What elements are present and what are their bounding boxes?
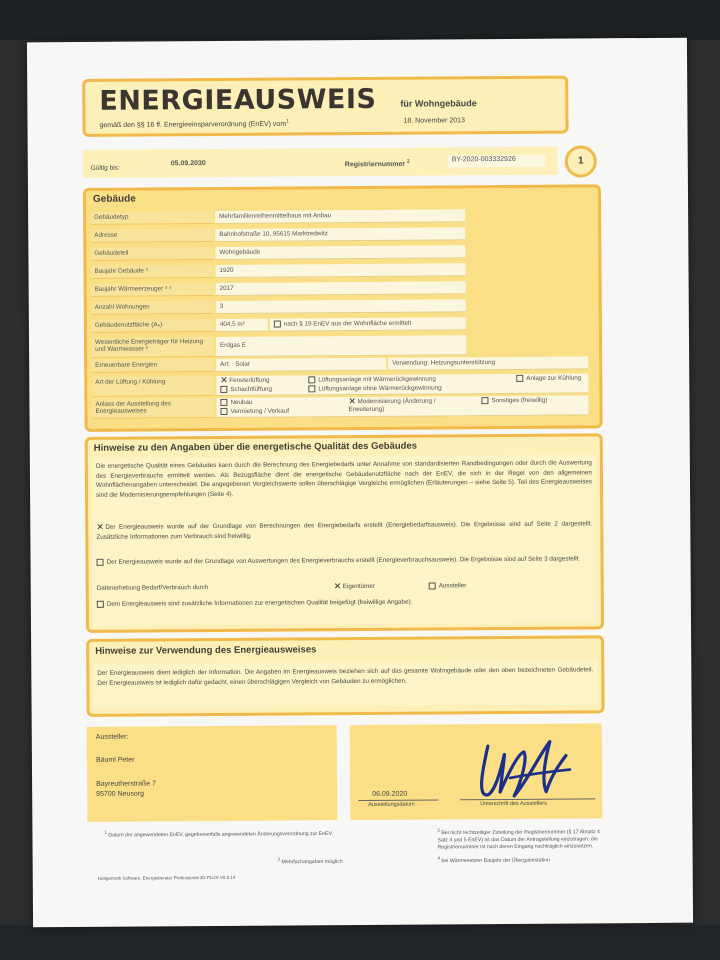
building-row (92, 299, 472, 315)
checkbox-icon (220, 408, 227, 415)
checkbox-icon (220, 386, 227, 393)
signature-box (350, 723, 603, 820)
renewables-art (216, 358, 386, 372)
usage-heading: Hinweise zur Verwendung des Energieausweises (95, 644, 317, 657)
checkbox-icon (481, 397, 488, 404)
area-label: Gebäudenutzfläche (Aₙ) (92, 319, 214, 333)
usage-section (86, 635, 605, 717)
checkbox-icon (308, 385, 315, 392)
row-value: 1920 (215, 263, 465, 278)
renewables-use (388, 356, 588, 370)
issue-date-label: Ausstellungsdatum (368, 801, 415, 808)
certificate-title: ENERGIEAUSWEIS (99, 83, 377, 117)
reason-opt-label: Sonstiges (freiwillig) (491, 396, 548, 405)
renewables-use-value: Heizungsunterstützung (430, 359, 496, 367)
footnote-1-text: Datum der angewendeten EnEV, gegebenenfalls angewendeten Änderungsverordnung zur EnEV (108, 830, 332, 839)
data-owner-label: Eigentümer (342, 582, 375, 591)
footnote-mark: 3 (277, 856, 281, 862)
energy-label: Wesentliche Energieträger für Heizung und Warmwasser ³ (92, 337, 214, 358)
registration-label (345, 159, 410, 169)
row-label: Gebäudeteil (91, 247, 213, 261)
vent-opt-label: Lüftungsanlage mit Wärmerückgewinnung (318, 375, 436, 384)
building-row (91, 245, 471, 261)
reason-label: Anlass der Ausstellung des Energieausweises (92, 398, 214, 419)
footnote-4 (438, 853, 608, 865)
data-owner-option[interactable] (334, 582, 375, 592)
issuer-label: Aussteller: (95, 733, 129, 741)
energy-value: Erdgas E (216, 335, 466, 357)
hints-section (85, 433, 604, 633)
vent-opt-label: Lüftungsanlage ohne Wärmerückgewinnung (318, 384, 442, 393)
building-row (91, 209, 471, 225)
reason-opt-label: Vermietung / Verkauf (230, 407, 289, 416)
ventilation-options (216, 373, 588, 396)
hints-option-consumption-text: Der Energieausweis wurde auf der Grundlage von Auswertungen des Energieverbrauchs erstellt (Energieverbrauchsausweis). Die Ergebnisse sind auf Seite 3 dargestellt. (106, 555, 581, 566)
software-note: Hottgenroth Software, Energieberater Professional 3D PLUS V8.8.14 (97, 874, 236, 881)
reason-opt-new[interactable] (220, 399, 252, 406)
row-label: Baujahr Gebäude ³ (91, 265, 213, 279)
checkbox-icon (97, 559, 104, 566)
checkbox-icon (97, 601, 104, 608)
vent-opt-without-recovery[interactable] (308, 384, 441, 393)
reason-opt-other[interactable] (481, 397, 551, 406)
footnote-mark: 2 (437, 827, 440, 833)
vent-opt-label: Anlage zur Kühlung (526, 374, 582, 383)
checkbox-icon (220, 399, 227, 406)
checkbox-icon (308, 376, 315, 383)
reason-options (216, 395, 588, 418)
ventilation-label: Art der Lüftung / Kühlung (92, 376, 214, 397)
area-note (270, 317, 466, 331)
footnote-4-text: bei Wärmenetzen Baujahr der Übergabestation (441, 857, 550, 865)
renewables-use-label: Verwendung: (392, 359, 429, 367)
background-bottom (0, 925, 720, 960)
registration-footnote-mark: 2 (406, 158, 410, 165)
data-issuer-label: Aussteller (438, 582, 467, 590)
area-note-text: nach § 19 EnEV aus der Wohnfläche ermittelt (283, 319, 412, 328)
row-label: Anzahl Wohnungen (92, 301, 214, 315)
renewables-art-label: Art: (220, 360, 230, 368)
validity-row (83, 147, 558, 178)
reason-opt-label: Neubau (230, 398, 253, 407)
renewables-row (92, 356, 592, 372)
building-row (91, 227, 471, 243)
checked-icon: ✕ (333, 580, 342, 592)
area-row (92, 317, 472, 333)
row-value: Mehrfamilienreihenmittelhaus mit Anbau (215, 209, 465, 224)
reason-opt-modernization[interactable] (348, 397, 458, 414)
renewables-art-value: Solar (235, 360, 250, 368)
hints-heading: Hinweise zu den Angaben über die energetische Qualität des Gebäudes (93, 440, 418, 454)
vent-opt-cooling[interactable] (516, 374, 582, 383)
renewables-label: Erneuerbare Energien (92, 359, 214, 373)
area-note-checkbox[interactable] (274, 321, 281, 328)
legal-basis (99, 118, 288, 129)
energy-row (92, 335, 472, 358)
reason-opt-label: Modernisierung (Änderung / Erweiterung) (348, 397, 436, 414)
vent-opt-label: Schachtlüftung (230, 385, 273, 394)
row-value: Wohngebäude (215, 245, 465, 260)
issuer-city: 95700 Neusorg (96, 790, 145, 798)
footnote-2 (437, 825, 607, 851)
building-row (92, 281, 472, 297)
issuer-street: Bayreutherstraße 7 (96, 780, 157, 788)
valid-until-date: 05.09.2030 (170, 160, 206, 168)
enev-date: 18. November 2013 (403, 117, 465, 125)
hints-option-demand[interactable] (96, 519, 592, 541)
reason-row (92, 395, 592, 418)
page-number: 1 (577, 155, 584, 167)
checkbox-icon (429, 582, 436, 589)
footnote-2-text: Bei nicht rechtzeitiger Zuteilung der Registriernummer (§ 17 Absatz 4 Satz 4 und 5 EnEV) ist das Datum der Antragstellung einzutragen; die Registriernummer ist nach deren Eingang nachträglich einzusetzen. (437, 829, 600, 851)
vent-opt-with-recovery[interactable] (308, 375, 436, 384)
footnote-3 (278, 855, 428, 867)
footnote-mark: 1 (104, 829, 107, 835)
checked-icon: ✕ (348, 396, 357, 407)
checkbox-icon (516, 375, 523, 382)
row-label: Adresse (91, 229, 213, 243)
row-value: 2017 (216, 281, 466, 296)
legal-basis-text: gemäß den §§ 16 ff. Energieeinsparverordnung (EnEV) vom (99, 120, 287, 130)
valid-until-label: Gültig bis: (90, 164, 120, 172)
row-value: 3 (216, 299, 466, 314)
vent-opt-window[interactable] (220, 374, 270, 386)
issuer-name: Bäuml Peter (95, 756, 135, 764)
certificate-page (27, 38, 693, 928)
hints-option-extra-text: Dem Energieausweis sind zusätzliche Informationen zur energetischen Qualität beigefügt (freiwillige Angabe). (106, 598, 413, 608)
registration-label-text: Registriernummer (344, 161, 406, 169)
registration-number: BY-2020-003332926 (448, 155, 546, 168)
signature-image (470, 733, 580, 804)
building-section (83, 184, 603, 432)
ventilation-row (92, 373, 592, 396)
page-number-badge (565, 145, 597, 177)
vent-opt-label: Fensterlüftung (229, 376, 270, 385)
issuer-box (87, 725, 338, 822)
footnote-1 (104, 827, 354, 839)
footnote-mark: 4 (437, 855, 441, 861)
legal-footnote-mark: 1 (286, 118, 289, 125)
checked-icon: ✕ (220, 374, 228, 385)
footnote-3-text: Mehrfachangaben möglich (281, 858, 343, 866)
checked-icon: ✕ (96, 521, 104, 532)
hints-option-demand-text: Der Energieausweis wurde auf der Grundlage von Berechnungen des Energiebedarfs erstellt (Energiebedarfsausweis). Die Ergebnisse sind auf Seite 2 dargestellt. Zusätzliche Informationen zum Verbrauch sind freiwillig. (96, 520, 593, 541)
signature-label: Unterschrift des Ausstellers (480, 800, 547, 808)
background-top (0, 0, 720, 40)
row-label: Baujahr Wärmeerzeuger ³ ⁴ (92, 283, 214, 297)
data-collection-label: Datenerhebung Bedarf/Verbrauch durch (96, 584, 209, 592)
issue-date: 06.09.2020 (372, 790, 408, 798)
certificate-subtitle: für Wohngebäude (400, 98, 477, 109)
building-heading: Gebäude (92, 193, 136, 205)
title-box (82, 76, 568, 137)
data-issuer-option[interactable] (429, 581, 467, 591)
reason-opt-rent[interactable] (220, 407, 289, 415)
hints-paragraph: Die energetische Qualität eines Gebäudes kann durch die Berechnung des Energiebedarfs unter Annahme von standardisierten Randbedingungen oder durch die Auswertung des Energieverbrauchs ermittelt werden. Als Bezugsfläche dient die energetische Gebäudenutzfläche nach der EnEV, die sich in der Regel von den allgemeinen Wohnflächenangaben unterscheidet. Die angegebenen Vergleichswerte sollen überschlägige Vergleiche ermöglichen (Erläuterungen – siehe Seite 5). Teil des Energieausweises sind die Modernisierungsempfehlungen (Seite 4). (95, 459, 593, 499)
usage-text: Der Energieausweis dient lediglich der Information. Die Angaben im Energieausweis beziehen sich auf das gesamte Wohngebäude oder den oben bezeichneten Gebäudeteil. Der Energieausweis ist lediglich dafür gedacht, einen überschlägigen Vergleich von Gebäuden zu ermöglichen. (97, 666, 594, 687)
row-label: Gebäudetyp (91, 211, 213, 225)
vent-opt-shaft[interactable] (220, 386, 272, 395)
area-value: 404,5 m² (216, 319, 268, 332)
building-row (91, 263, 471, 279)
row-value: Bahnhofstraße 10, 95615 Marktredwitz (215, 227, 465, 242)
